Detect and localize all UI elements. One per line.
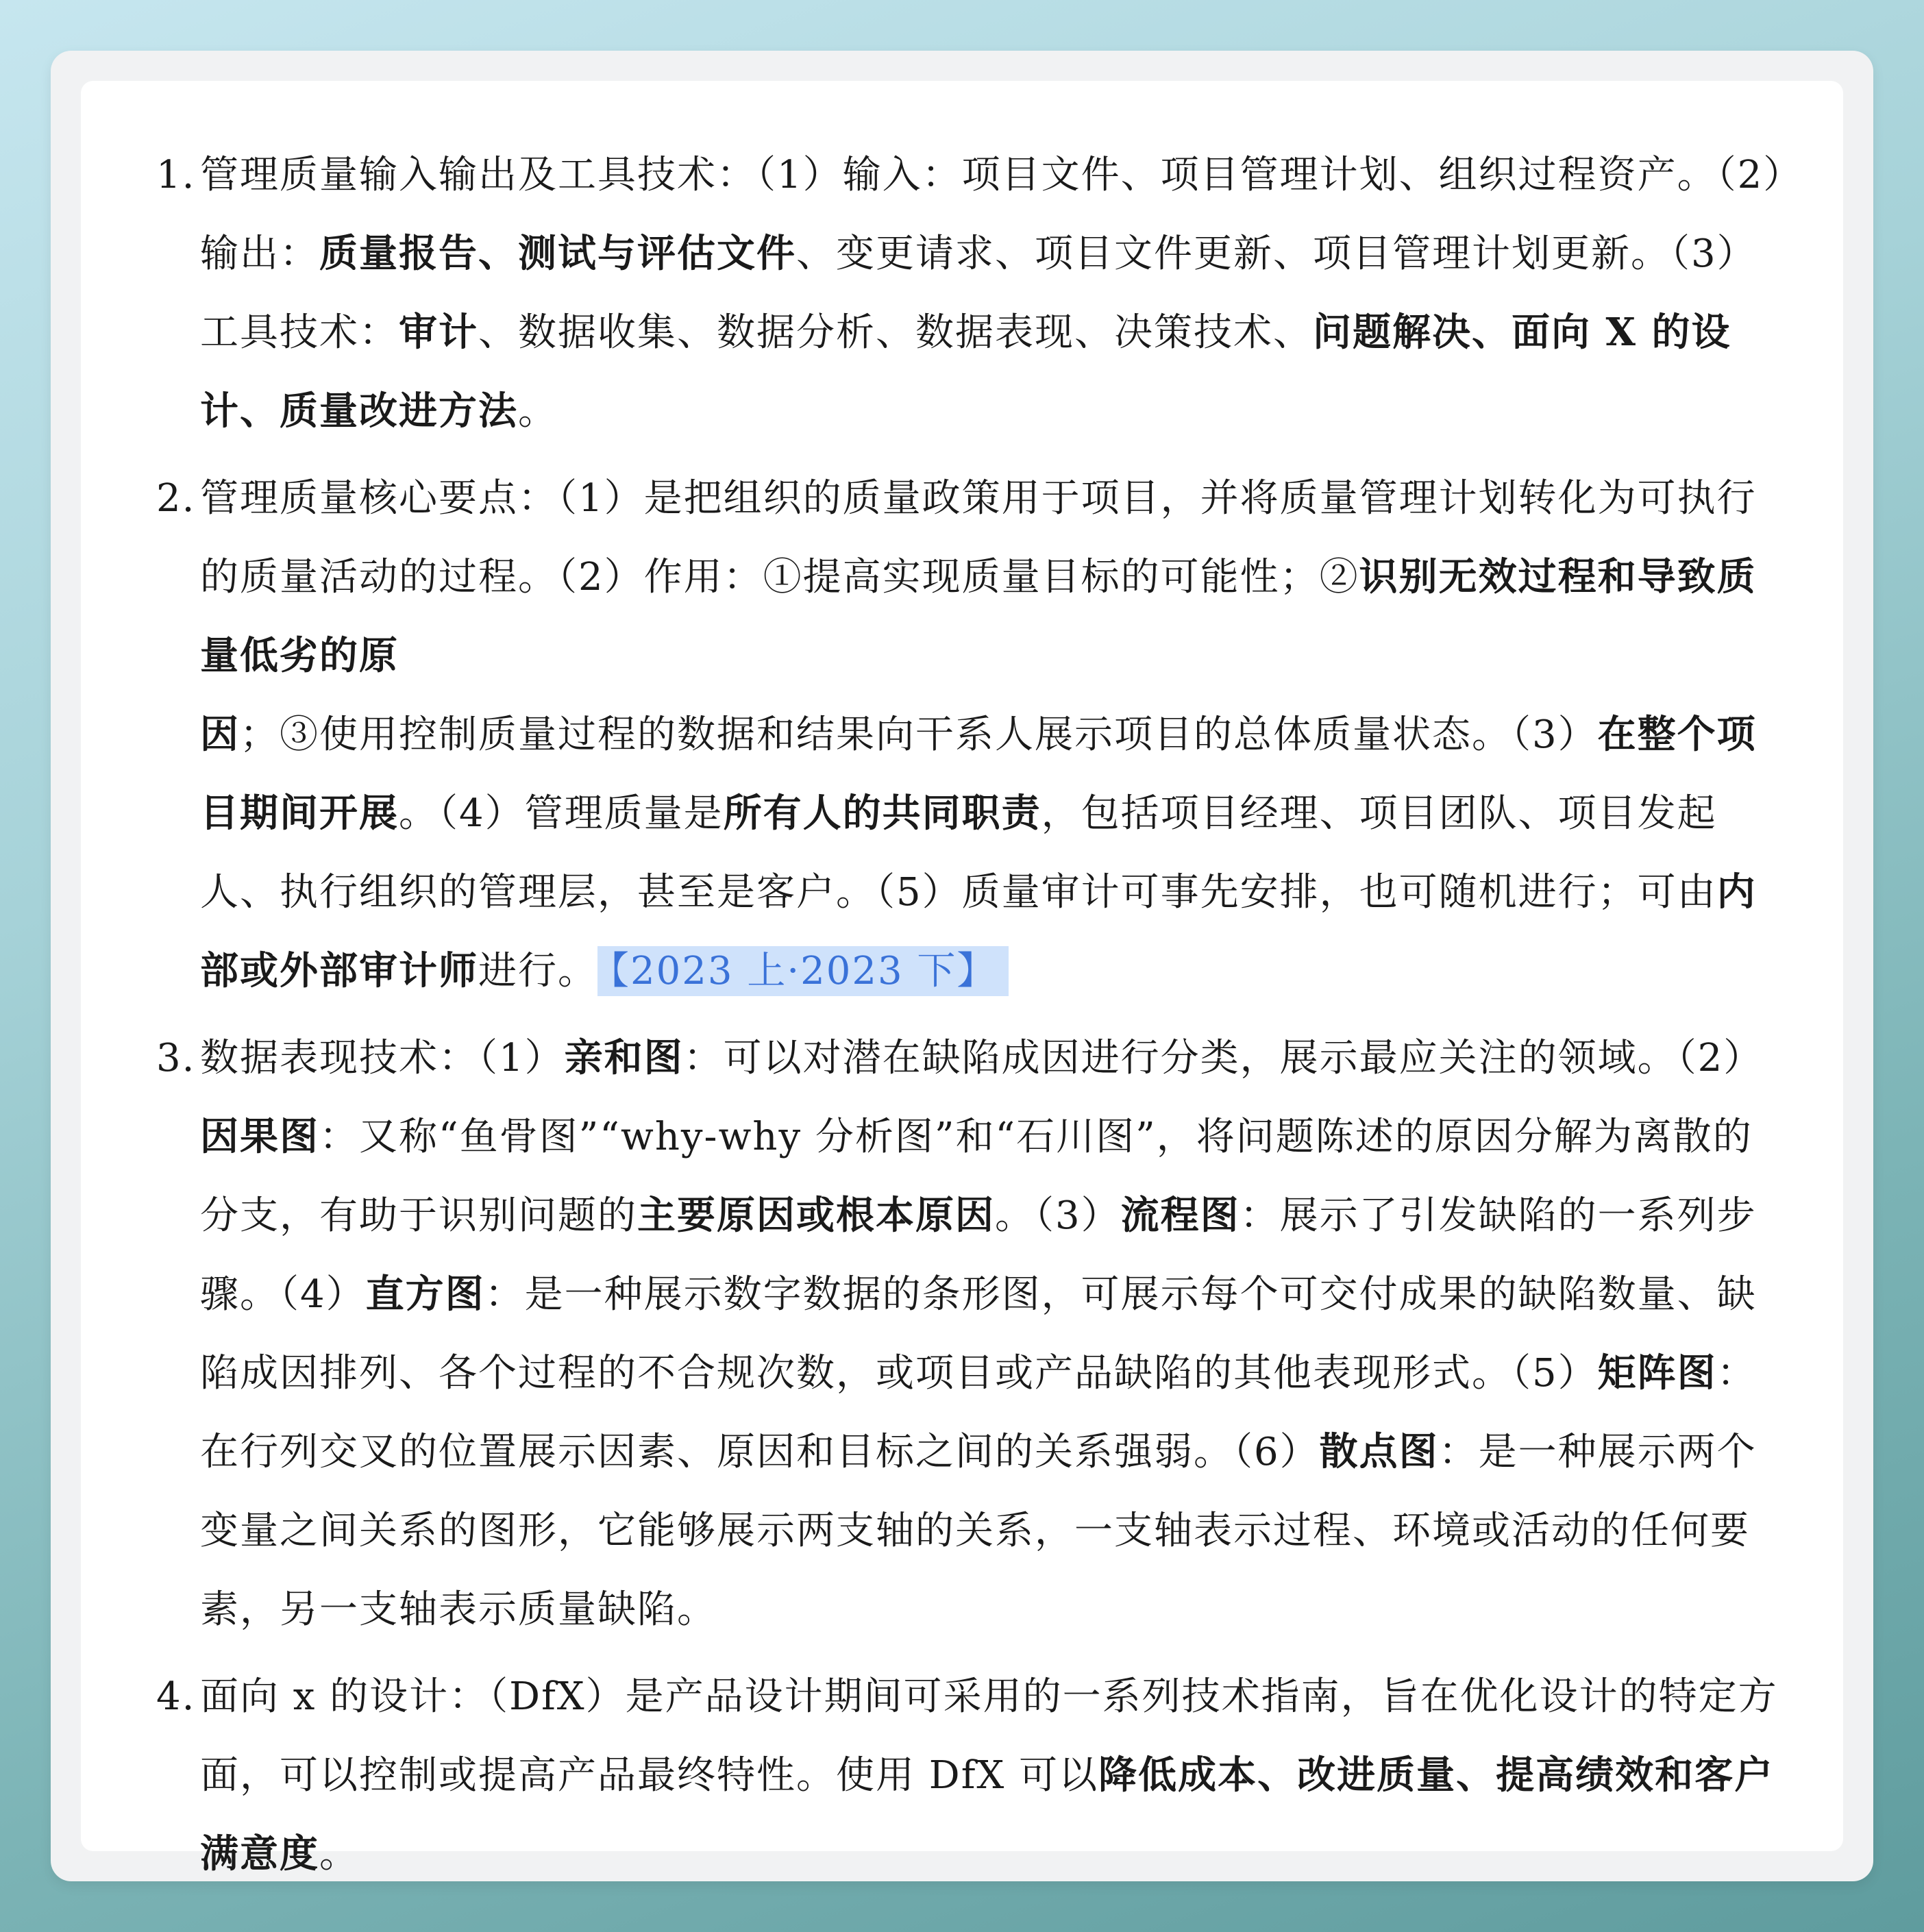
list-item-number: 4.	[156, 1674, 196, 1719]
list-item-number: 1.	[156, 153, 196, 197]
list-item-number: 3.	[156, 1036, 196, 1080]
bold-key-phrase: 亲和图	[564, 1035, 684, 1080]
text-segment: ：在行列交叉的位置展示因素、原因和目标之间的关系强弱。（6）	[200, 1351, 1757, 1474]
text-segment: ：又称“鱼骨图”“why-why 分析图”和“石川图”，将问题陈述的原因分解为离散的分支，有助于识别问题的	[200, 1115, 1753, 1238]
text-segment: ：是一种展示数字数据的条形图，可展示每个可交付成果的缺陷数量、缺陷成因排列、各个过程的不合规次数，或项目或产品缺陷的其他表现形式。（5）	[200, 1272, 1757, 1396]
list-item	[156, 1657, 1787, 1894]
bold-key-phrase: 降低成本、改进质量、提高绩效和客户满意度	[200, 1753, 1775, 1877]
bold-key-phrase: 散点图	[1319, 1429, 1439, 1474]
knowledge-point-list	[156, 136, 1787, 1894]
content-card	[81, 81, 1843, 1877]
bold-key-phrase: 所有人的共同职责	[723, 791, 1041, 836]
text-segment: 。（3）	[995, 1193, 1121, 1238]
bold-key-phrase: 内部或外部审计师	[200, 869, 1757, 993]
bold-key-phrase: 问题解决、面向 X 的设计、质量改进方法	[200, 310, 1731, 434]
text-segment: ：可以对潜在缺陷成因进行分类，展示最应关注的领域。（2）	[683, 1036, 1764, 1080]
card-frame	[51, 51, 1873, 1881]
bold-key-phrase: 矩阵图	[1597, 1350, 1717, 1396]
text-segment: ：展示了引发缺陷的一系列步骤。（4）	[200, 1193, 1757, 1317]
text-segment: 、数据收集、数据分析、数据表现、决策技术、	[478, 310, 1313, 355]
bold-key-phrase: 在整个项目期间开展	[200, 712, 1757, 836]
text-segment: ，包括项目经理、项目团队、项目发起人、执行组织的管理层，甚至是客户。（5）质量审计可事先安排，也可随机进行；可由	[200, 791, 1717, 915]
text-segment: 进行。	[478, 949, 597, 993]
bold-key-phrase: 主要原因或根本原因	[637, 1193, 995, 1238]
text-segment: 数据表现技术：（1）	[200, 1036, 565, 1080]
bold-key-phrase: 审计	[399, 310, 478, 355]
text-segment: 管理质量输入输出及工具技术：（1）输入：项目文件、项目管理计划、组织过程资产。（2）输出：	[200, 153, 1784, 276]
text-segment: 、变更请求、项目文件更新、项目管理计划更新。（3）工具技术：	[200, 232, 1757, 355]
text-segment: 面向 x 的设计：（DfX）是产品设计期间可采用的一系列技术指南，旨在优化设计的特定方面，可以控制或提高产品最终特性。使用 DfX 可以	[200, 1674, 1778, 1798]
text-segment: 。	[319, 1832, 359, 1877]
bold-key-phrase: 直方图	[365, 1272, 485, 1317]
list-item	[156, 1019, 1787, 1649]
text-segment: ：是一种展示两个变量之间关系的图形，它能够展示两支轴的关系，一支轴表示过程、环境或活动的任何要素，另一支轴表示质量缺陷。	[200, 1430, 1757, 1632]
text-segment: ；③使用控制质量过程的数据和结果向干系人展示项目的总体质量状态。（3）	[240, 713, 1598, 757]
text-segment: 。	[518, 389, 558, 434]
bold-key-phrase: 因果图	[200, 1114, 319, 1159]
bold-key-phrase: 流程图	[1120, 1193, 1240, 1238]
exam-year-tag: 【2023 上·2023 下】	[597, 946, 1009, 996]
text-segment: 。（4）管理质量是	[399, 791, 724, 836]
list-item-number: 2.	[156, 476, 196, 521]
bold-key-phrase: 识别无效过程和导致质量低劣的原因	[200, 554, 1757, 757]
bold-key-phrase: 质量报告、测试与评估文件	[319, 231, 796, 276]
content-area	[156, 136, 1787, 1902]
list-item	[156, 459, 1787, 1011]
list-item	[156, 136, 1787, 451]
text-segment: 管理质量核心要点：（1）是把组织的质量政策用于项目，并将质量管理计划转化为可执行的质量活动的过程。（2）作用：①提高实现质量目标的可能性；②	[200, 476, 1757, 599]
